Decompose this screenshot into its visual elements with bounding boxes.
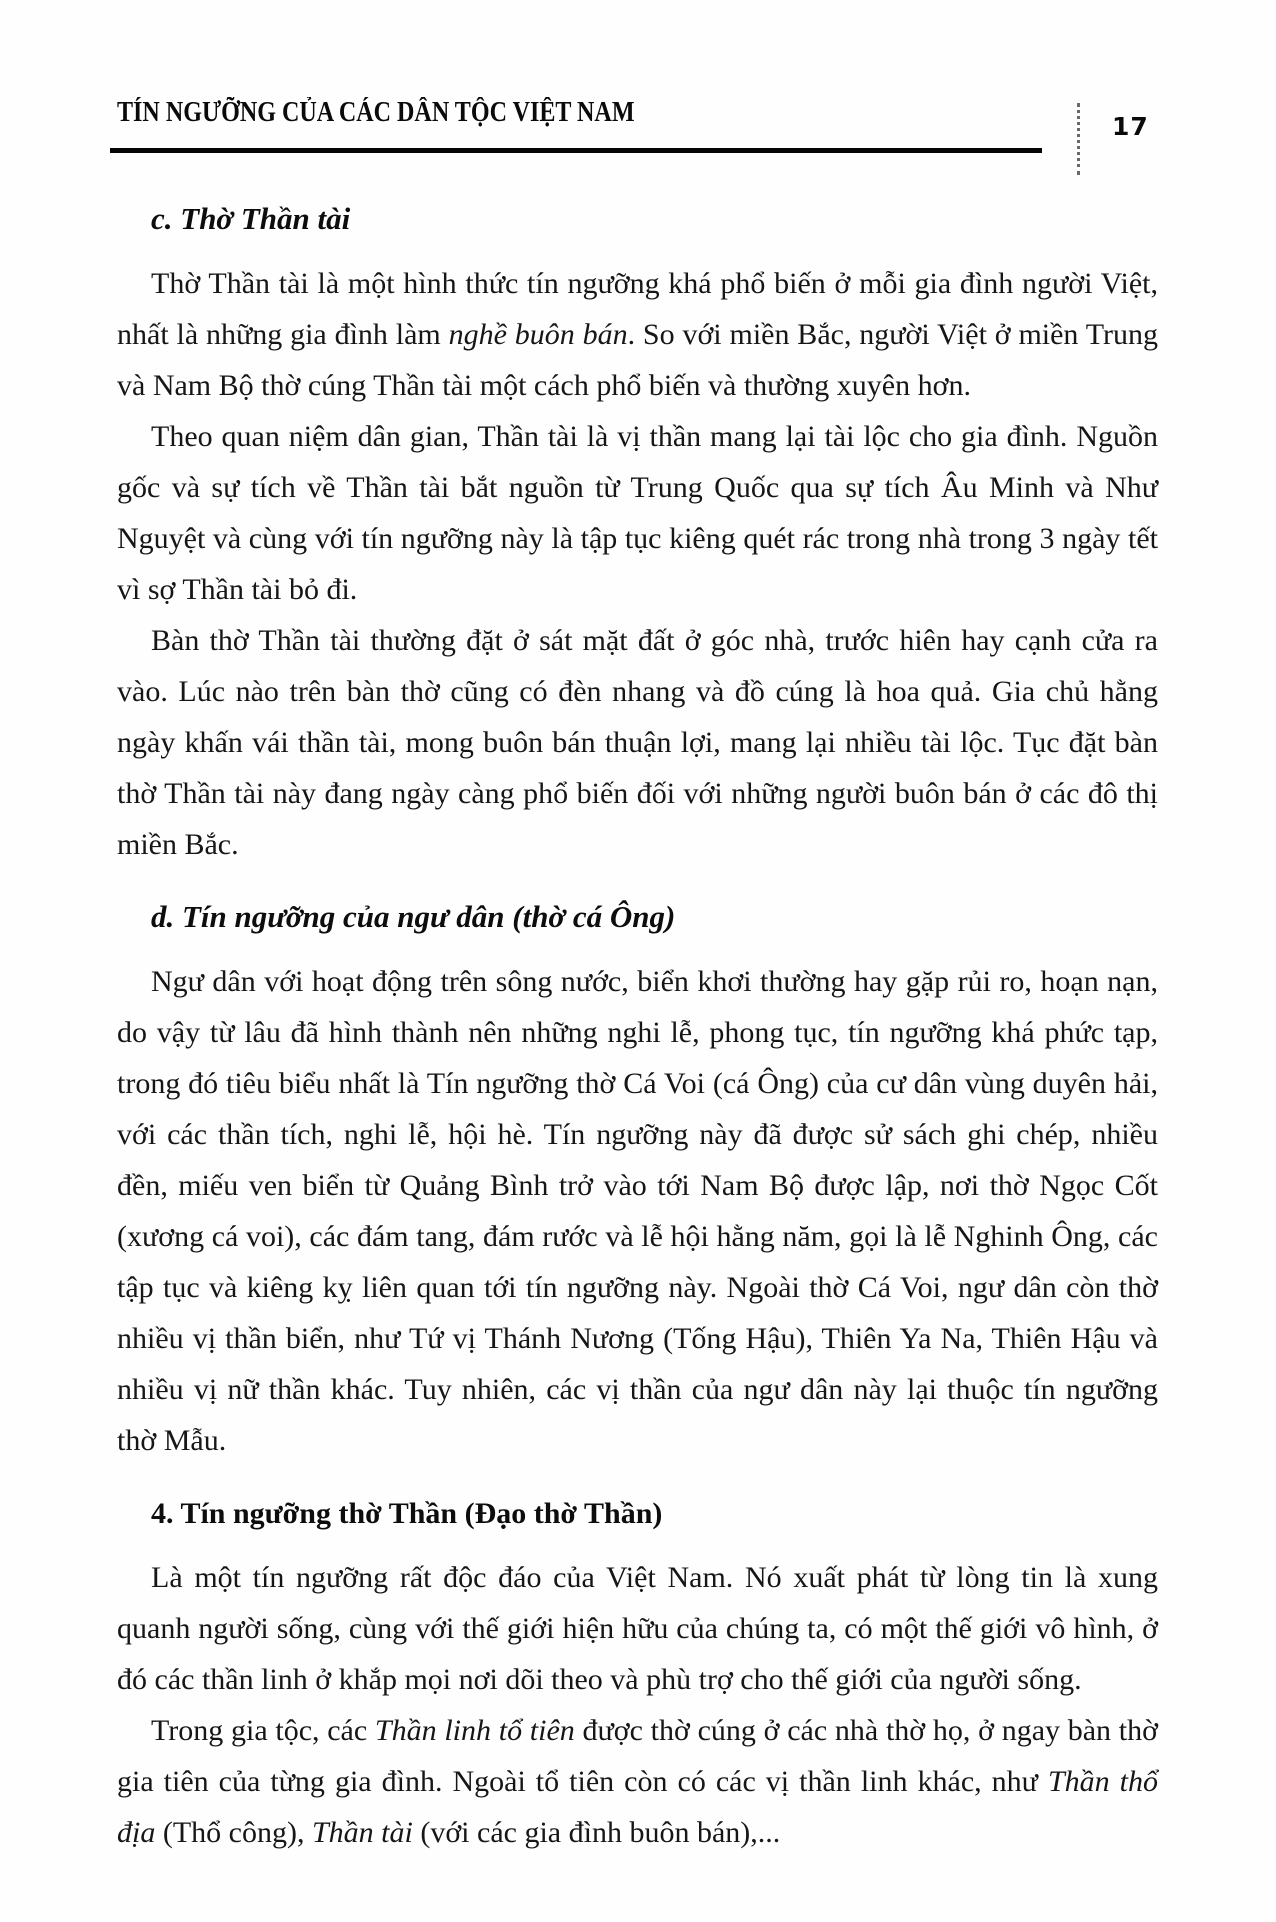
text-run: . So với miền Bắc, người Việt ở miền Trung và Nam Bộ thờ cúng Thần tài một cách phổ biến và thường xuyên hơn. xyxy=(117,318,1158,402)
section-heading-d-ngu-dan xyxy=(151,897,1158,937)
text-run: d. Tín ngưỡng của ngư dân (thờ cá Ông) xyxy=(151,899,676,934)
text-run: được thờ cúng ở các nhà thờ họ, ở ngay bàn thờ gia tiên của từng gia đình. Ngoài tổ tiên còn có các vị thần linh khác, như xyxy=(117,1714,1158,1798)
text-run: Ngư dân với hoạt động trên sông nước, biển khơi thường hay gặp rủi ro, hoạn nạn, do vậy từ lâu đã hình thành nên những nghi lễ, phong tục, tín ngưỡng khá phức tạp, trong đó tiêu biểu nhất là Tín ngưỡng thờ Cá Voi (cá Ông) của cư dân vùng duyên hải, với các thần tích, nghi lễ, hội hè. Tín ngưỡng này đã được sử sách ghi chép, nhiều đền, miếu ven biển từ Quảng Bình trở vào tới Nam Bộ được lập, nơi thờ Ngọc Cốt (xương cá voi), các đám tang, đám rước và lễ hội hằng năm, gọi là lễ Nghinh Ông, các tập tục và kiêng kỵ liên quan tới tín ngưỡng này. Ngoài thờ Cá Voi, ngư dân còn thờ nhiều vị thần biển, như Tứ vị Thánh Nương (Tống Hậu), Thiên Ya Na, Thiên Hậu và nhiều vị nữ thần khác. Tuy nhiên, các vị thần của ngư dân này lại thuộc tín ngưỡng thờ Mẫu. xyxy=(117,965,1158,1457)
text-run: (Thổ công), xyxy=(155,1816,312,1849)
header-divider-dotted xyxy=(1077,103,1080,175)
text-run: Là một tín ngưỡng rất độc đáo của Việt Nam. Nó xuất phát từ lòng tin là xung quanh người sống, cùng với thế giới hiện hữu của chúng ta, có một thế giới vô hình, ở đó các thần linh ở khắp mọi nơi dõi theo và phù trợ cho thế giới của người sống. xyxy=(117,1561,1158,1696)
text-run: nghề buôn bán xyxy=(448,318,628,351)
text-run: Bàn thờ Thần tài thường đặt ở sát mặt đất ở góc nhà, trước hiên hay cạnh cửa ra vào. Lúc nào trên bàn thờ cũng có đèn nhang và đồ cúng là hoa quả. Gia chủ hằng ngày khấn vái thần tài, mong buôn bán thuận lợi, mang lại nhiều tài lộc. Tục đặt bàn thờ Thần tài này đang ngày càng phổ biến đối với những người buôn bán ở các đô thị miền Bắc. xyxy=(117,624,1158,861)
text-run: Thần tài xyxy=(311,1816,413,1849)
text-run: Thần thổ địa xyxy=(117,1765,1158,1849)
paragraph-than-tai-intro xyxy=(117,258,1158,411)
paragraph-tho-than-intro xyxy=(117,1552,1158,1705)
text-run: c. Thờ Thần tài xyxy=(151,201,351,236)
text-run: Thờ Thần tài là một hình thức tín ngưỡng khá phổ biến ở mỗi gia đình người Việt, nhất là những gia đình làm xyxy=(117,267,1158,351)
paragraph-ban-tho-than-tai xyxy=(117,615,1158,870)
text-run: Trong gia tộc, các xyxy=(151,1714,375,1747)
section-heading-4-tho-than xyxy=(151,1494,1158,1534)
header-rule xyxy=(110,148,1042,153)
paragraph-than-tai-origin xyxy=(117,411,1158,615)
running-title: TÍN NGƯỠNG CỦA CÁC DÂN TỘC VIỆT NAM xyxy=(117,97,635,128)
paragraph-ngu-dan-ca-ong xyxy=(117,956,1158,1466)
text-run: Thần linh tổ tiên xyxy=(374,1714,575,1747)
section-heading-c-tho-than-tai xyxy=(151,199,1158,239)
page-number: 17 xyxy=(1112,112,1149,141)
paragraph-gia-toc-than-linh xyxy=(117,1705,1158,1858)
page-body xyxy=(117,172,1158,1858)
text-run: Theo quan niệm dân gian, Thần tài là vị thần mang lại tài lộc cho gia đình. Nguồn gốc và sự tích về Thần tài bắt nguồn từ Trung Quốc qua sự tích Âu Minh và Như Nguyệt và cùng với tín ngưỡng này là tập tục kiêng quét rác trong nhà trong 3 ngày tết vì sợ Thần tài bỏ đi. xyxy=(117,420,1158,606)
text-run: (với các gia đình buôn bán),... xyxy=(412,1816,781,1849)
text-run: 4. Tín ngưỡng thờ Thần (Đạo thờ Thần) xyxy=(151,1497,663,1530)
